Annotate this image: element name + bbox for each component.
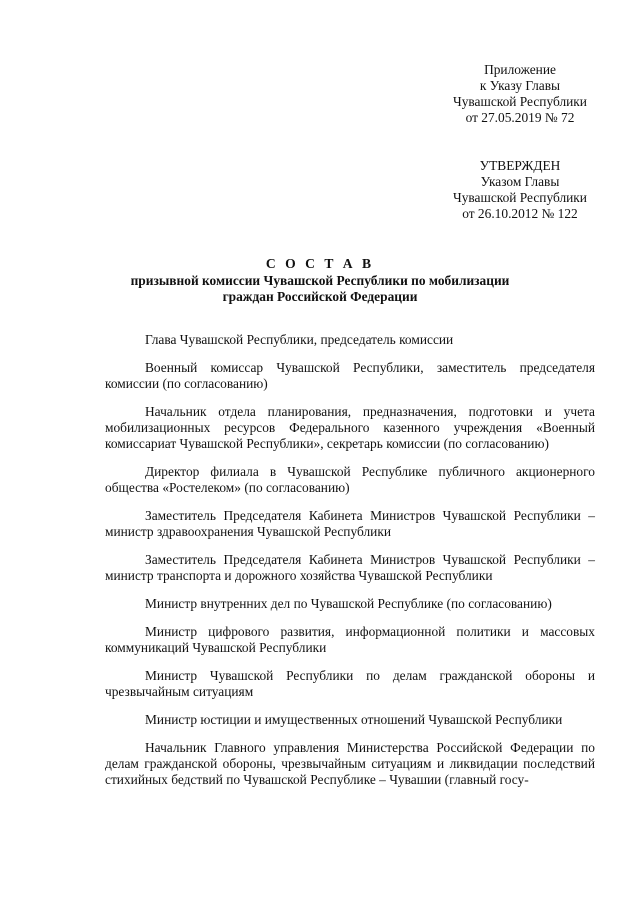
document-title: С О С Т А В	[265, 256, 375, 271]
member-entry: Министр Чувашской Республики по делам гражданской обороны и чрезвычайным ситуациям	[105, 668, 595, 699]
member-entry: Директор филиала в Чувашской Республике публичного акционерного общества «Ростелеком» (по согласованию)	[105, 464, 595, 495]
member-entry: Заместитель Председателя Кабинета Министров Чувашской Республики – министр транспорта и дорожного хозяйства Чувашской Республики	[105, 552, 595, 583]
approved-line: УТВЕРЖДЕН	[479, 158, 561, 173]
member-entry: Глава Чувашской Республики, председатель комиссии	[145, 332, 454, 347]
appendix-line: к Указу Главы	[479, 78, 561, 93]
member-entry: Министр цифрового развития, информационной политики и массовых коммуникаций Чувашской Республики	[105, 624, 595, 655]
member-entry: Министр внутренних дел по Чувашской Республике (по согласованию)	[145, 596, 552, 611]
member-entry: Министр юстиции и имущественных отношений Чувашской Республики	[145, 712, 563, 727]
member-entry: Военный комиссар Чувашской Республики, заместитель председателя комиссии (по согласованию)	[105, 360, 595, 391]
appendix-line: Приложение	[484, 62, 556, 77]
approved-line: от 26.10.2012 № 122	[462, 206, 578, 221]
approved-line: Указом Главы	[480, 174, 560, 189]
member-entry: Начальник отдела планирования, предназначения, подготовки и учета мобилизационных ресурсов Федерального казенного учреждения «Военный комиссариат Чувашской Республики», секретарь комиссии (по согласованию)	[105, 404, 595, 451]
appendix-line: Чувашской Республики	[453, 94, 587, 109]
appendix-note	[430, 62, 610, 126]
document-subtitle-line: граждан Российской Федерации	[222, 289, 418, 304]
approved-note	[430, 158, 610, 222]
member-entry: Заместитель Председателя Кабинета Министров Чувашской Республики – министр здравоохранения Чувашской Республики	[105, 508, 595, 539]
member-entry: Начальник Главного управления Министерства Российской Федерации по делам гражданской обороны, чрезвычайным ситуациям и ликвидации последствий стихийных бедствий по Чувашской Республике – Чувашии (главный госу-	[105, 740, 595, 787]
appendix-line: от 27.05.2019 № 72	[465, 110, 575, 125]
approved-line: Чувашской Республики	[453, 190, 587, 205]
document-subtitle-line: призывной комиссии Чувашской Республики по мобилизации	[130, 273, 510, 288]
commission-members-list	[105, 332, 595, 788]
